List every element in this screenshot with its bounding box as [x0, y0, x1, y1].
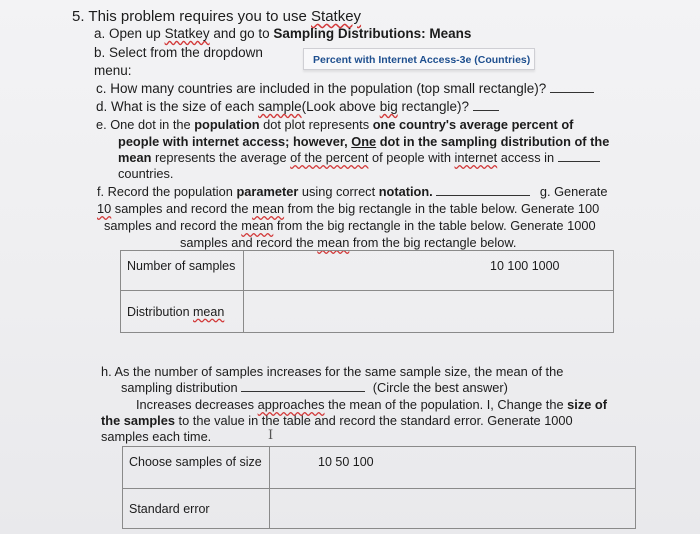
part-h-line3-mid: the mean of the population. [324, 397, 487, 412]
part-c [96, 82, 594, 96]
part-e-one: One [351, 134, 377, 149]
part-e-line2b: dot in the sampling distribution of the [376, 134, 610, 149]
part-e-line3 [118, 152, 600, 165]
part-h-line3 [136, 399, 607, 412]
part-d-suffix: rectangle)? [397, 99, 469, 114]
part-f-line2-end: from the big rectangle in the table below. Generate 100 [284, 201, 600, 216]
part-e-mid1: dot plot represents [259, 117, 373, 132]
part-e-line1 [96, 119, 573, 132]
part-e-line3-end: access in [497, 150, 555, 165]
standard-error-cell[interactable] [270, 489, 636, 529]
part-h-line2-prefix: sampling distribution [121, 380, 238, 395]
part-f-parameter: parameter [236, 184, 299, 199]
part-h-line4-end: to the value in the table and record the standard error. Generate 1000 [174, 413, 573, 428]
part-f-line3 [104, 220, 596, 233]
question-intro: This problem requires you to use [88, 8, 312, 25]
part-e-mean: mean [118, 150, 152, 165]
part-f-notation: notation. [378, 184, 433, 199]
part-f-line2-mid: samples and record the [111, 201, 253, 216]
part-h-line5: samples each time. [101, 429, 212, 444]
part-e-of-the-percent: of the percent [290, 150, 369, 165]
part-h-the-samples: the samples [101, 413, 175, 428]
part-f-line4-prefix: samples and record the [180, 235, 318, 250]
table1-row1-label: Number of samples [121, 251, 244, 291]
table-row [123, 489, 636, 529]
part-c-blank [550, 91, 594, 93]
part-h-line3-prefix: Increases decreases [136, 397, 258, 412]
table1-row2-prefix: Distribution [127, 304, 193, 319]
part-f-mid: using correct [298, 184, 379, 199]
part-e-blank [558, 160, 600, 162]
part-b-line2: menu: [94, 63, 132, 78]
part-d-sample: sample [258, 99, 302, 114]
part-f-line4 [180, 237, 516, 250]
part-f-mean2: mean [241, 218, 274, 233]
part-a-prefix: a. Open up [94, 26, 165, 41]
part-e-population: population [194, 117, 260, 132]
part-c-text: c. How many countries are included in the population (top small rectangle)? [96, 81, 547, 96]
part-f-line3-end: from the big rectangle in the table below. Generate 1000 [273, 218, 596, 233]
part-d-middle: (Look above [301, 99, 380, 114]
table-row [121, 291, 614, 333]
part-a-bold: Sampling Distributions: Means [273, 26, 472, 41]
dataset-dropdown[interactable]: Percent with Internet Access-3e (Countries) [303, 48, 535, 70]
question-number: 5. [72, 8, 85, 25]
part-d-big: big [379, 99, 398, 114]
part-e-line4: countries. [118, 166, 174, 181]
question-heading [72, 9, 361, 24]
part-e-line2-text: people with internet access; however, [118, 134, 352, 149]
part-h-size-of: size of [567, 397, 607, 412]
part-e-line2 [118, 136, 609, 149]
table1-row1-value: 10 100 1000 [244, 251, 614, 291]
part-a-statkey: Statkey [164, 26, 210, 41]
part-f-line2 [97, 203, 599, 216]
part-f-prefix: f. Record the population [97, 184, 237, 199]
part-h-line1: h. As the number of samples increases for the same sample size, the mean of the [101, 364, 564, 379]
part-f-mean1: mean [252, 201, 285, 216]
distribution-mean-cell[interactable] [244, 291, 614, 333]
table-row [121, 251, 614, 291]
part-e-line3-mid2: of people with [368, 150, 455, 165]
table2-row2-label: Standard error [123, 489, 270, 529]
samples-table [120, 250, 614, 333]
part-e-bold1: one country's average percent of [372, 117, 574, 132]
part-d-prefix: d. What is the size of each [96, 99, 259, 114]
part-h-line4 [101, 415, 573, 428]
part-f-blank [436, 194, 530, 196]
part-f-10: 10 [97, 201, 112, 216]
part-e-line3-mid: represents the average [151, 150, 291, 165]
part-e-prefix: e. One dot in the [96, 117, 195, 132]
part-h-line2-suffix: (Circle the best answer) [372, 380, 508, 395]
standard-error-table [122, 446, 636, 529]
text-cursor-icon: I [268, 428, 274, 443]
part-h-approaches: approaches [257, 397, 325, 412]
part-b-line1: b. Select from the dropdown [94, 45, 263, 60]
part-h-line2 [121, 382, 508, 395]
part-d [96, 100, 499, 114]
part-g-label: g. Generate [539, 184, 608, 199]
statkey-word: Statkey [311, 8, 362, 25]
table2-row1-label: Choose samples of size [123, 447, 270, 489]
part-f-line4-end: from the big rectangle below. [349, 235, 517, 250]
table1-row2-label [121, 291, 244, 333]
part-d-blank [473, 109, 499, 111]
part-a [94, 27, 471, 41]
part-h-mark: I, [486, 397, 494, 412]
part-h-blank [241, 390, 365, 392]
part-f-line3-prefix: samples and record the [104, 218, 242, 233]
table2-row1-value: 10 50 100 [270, 447, 636, 489]
table-row [123, 447, 636, 489]
part-h-line3-end: Change the [493, 397, 568, 412]
part-a-middle: and go to [209, 26, 274, 41]
part-e-internet: internet [454, 150, 498, 165]
table1-row2-mean: mean [193, 304, 225, 319]
part-f-mean3: mean [317, 235, 350, 250]
part-f-line1 [97, 186, 607, 199]
